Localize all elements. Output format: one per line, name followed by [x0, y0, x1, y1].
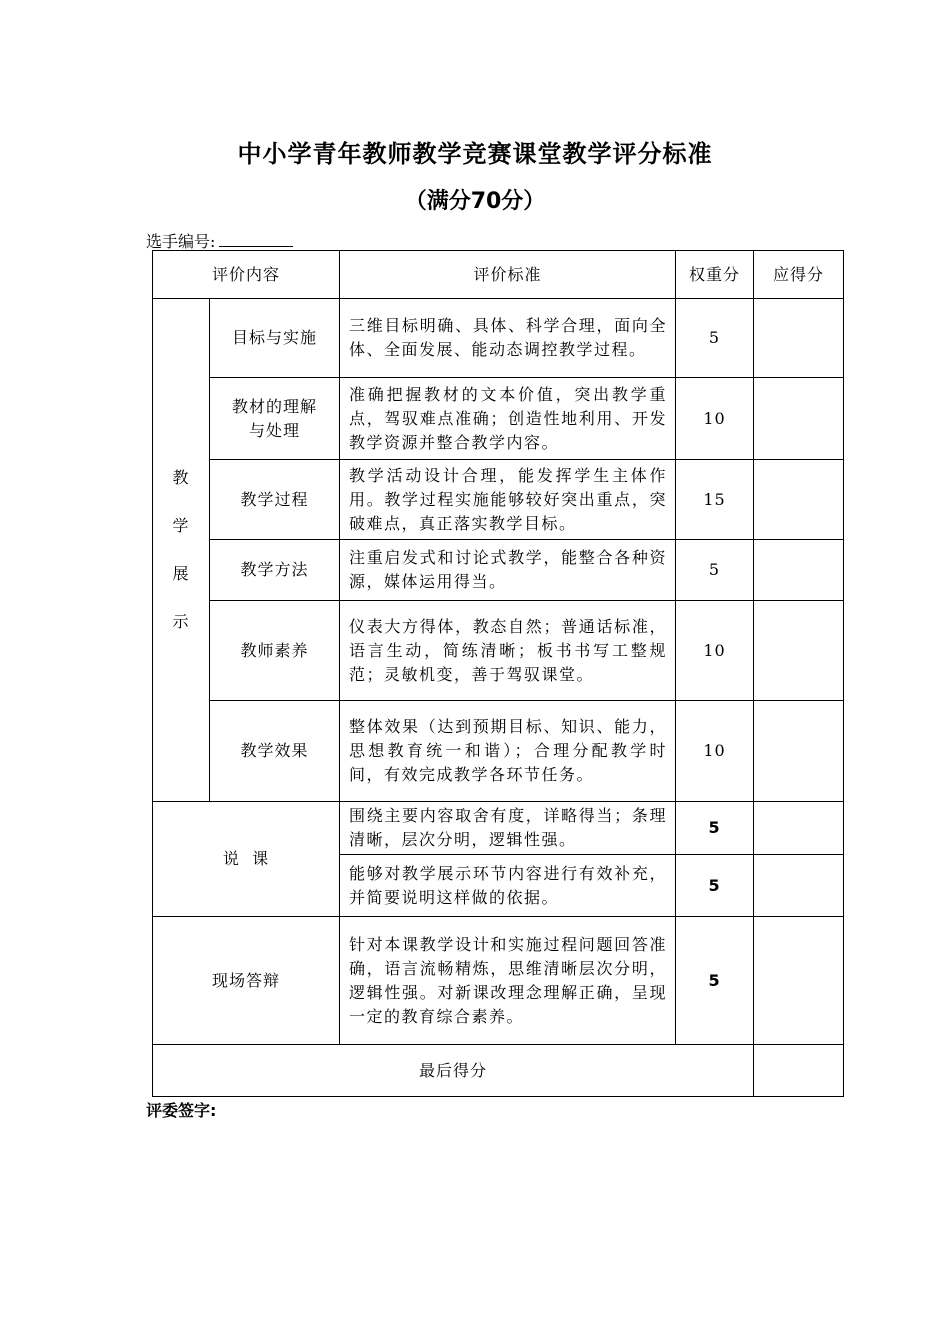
item-weight: 10 — [676, 701, 754, 802]
item-name: 目标与实施 — [210, 299, 340, 378]
document-subtitle: （满分70分） — [404, 189, 546, 214]
item-criteria: 仪表大方得体，教态自然；普通话标准，语言生动，简练清晰；板书书写工整规范；灵敏机变，善于驾驭课堂。 — [340, 601, 676, 701]
table-row — [153, 540, 844, 601]
item-criteria: 针对本课教学设计和实施过程问题回答准确，语言流畅精炼，思维清晰层次分明，逻辑性强。对新课改理念理解正确，呈现一定的教育综合素养。 — [340, 917, 676, 1045]
item-weight: 10 — [676, 378, 754, 460]
score-cell[interactable] — [754, 299, 844, 378]
score-cell[interactable] — [754, 540, 844, 601]
score-cell[interactable] — [754, 701, 844, 802]
table-row — [153, 378, 844, 460]
item-weight: 5 — [676, 540, 754, 601]
final-score-label: 最后得分 — [153, 1045, 754, 1097]
item-criteria: 教学活动设计合理，能发挥学生主体作用。教学过程实施能够较好突出重点，突破难点，真正落实教学目标。 — [340, 460, 676, 540]
lecture-section-label: 说 课 — [153, 802, 340, 917]
item-name: 教学过程 — [210, 460, 340, 540]
score-cell[interactable] — [754, 855, 844, 917]
player-number-blank[interactable] — [219, 232, 293, 247]
score-cell[interactable] — [754, 601, 844, 701]
table-row — [153, 460, 844, 540]
player-number-field — [146, 229, 293, 252]
score-cell[interactable] — [754, 917, 844, 1045]
item-weight: 5 — [676, 802, 754, 855]
player-number-label: 选手编号: — [146, 232, 216, 251]
judge-signature-label: 评委签字: — [146, 1101, 217, 1120]
item-criteria: 准确把握教材的文本价值，突出教学重点，驾驭难点准确；创造性地利用、开发教学资源并整合教学内容。 — [340, 378, 676, 460]
item-criteria: 三维目标明确、具体、科学合理，面向全体、全面发展、能动态调控教学过程。 — [340, 299, 676, 378]
header-score: 应得分 — [754, 251, 844, 299]
header-standard: 评价标准 — [340, 251, 676, 299]
item-name: 教学效果 — [210, 701, 340, 802]
table-row — [153, 802, 844, 855]
header-content: 评价内容 — [153, 251, 340, 299]
teaching-section-label: 教 学 展 示 — [153, 299, 210, 802]
score-cell[interactable] — [754, 378, 844, 460]
item-name: 教学方法 — [210, 540, 340, 601]
item-weight: 15 — [676, 460, 754, 540]
item-name: 教材的理解与处理 — [210, 378, 340, 460]
score-cell[interactable] — [754, 460, 844, 540]
item-weight: 5 — [676, 917, 754, 1045]
final-score-cell[interactable] — [754, 1045, 844, 1097]
item-name: 教师素养 — [210, 601, 340, 701]
item-weight: 5 — [676, 855, 754, 917]
table-row — [153, 917, 844, 1045]
score-cell[interactable] — [754, 802, 844, 855]
item-criteria: 围绕主要内容取舍有度，详略得当；条理清晰，层次分明，逻辑性强。 — [340, 802, 676, 855]
item-criteria: 注重启发式和讨论式教学，能整合各种资源，媒体运用得当。 — [340, 540, 676, 601]
final-score-row — [153, 1045, 844, 1097]
table-row — [153, 299, 844, 378]
item-criteria: 能够对教学展示环节内容进行有效补充，并简要说明这样做的依据。 — [340, 855, 676, 917]
header-weight: 权重分 — [676, 251, 754, 299]
item-weight: 10 — [676, 601, 754, 701]
table-row — [153, 701, 844, 802]
item-weight: 5 — [676, 299, 754, 378]
item-criteria: 整体效果（达到预期目标、知识、能力，思想教育统一和谐）；合理分配教学时间，有效完成教学各环节任务。 — [340, 701, 676, 802]
document-title: 中小学青年教师教学竞赛课堂教学评分标准 — [237, 140, 713, 168]
header-row — [153, 251, 844, 299]
defense-section-label: 现场答辩 — [153, 917, 340, 1045]
score-table — [152, 250, 844, 1097]
table-row — [153, 601, 844, 701]
